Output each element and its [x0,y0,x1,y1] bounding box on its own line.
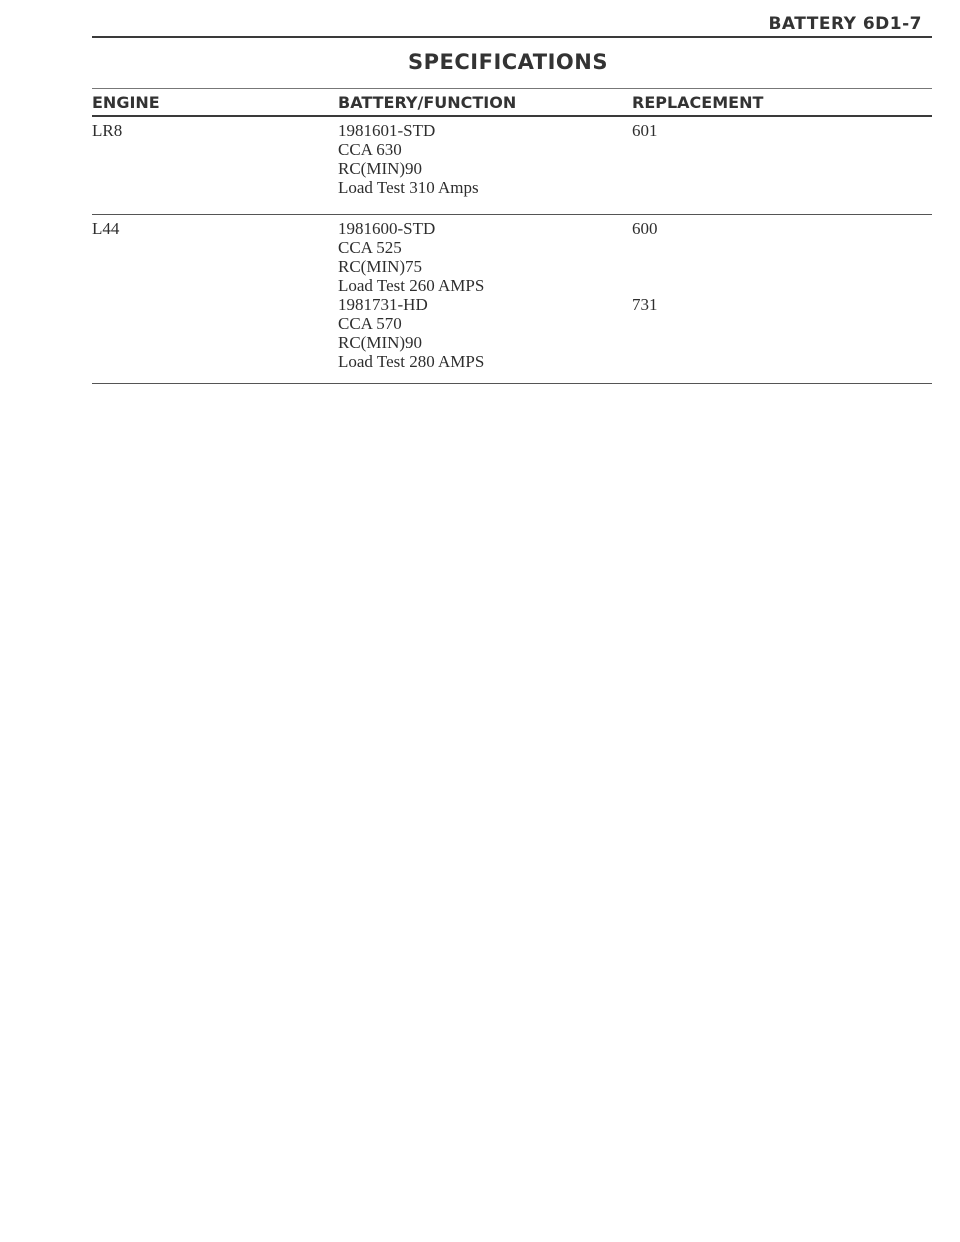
top-rule [92,36,932,38]
battery-line: RC(MIN)90 [338,333,423,352]
header-replacement: REPLACEMENT [632,93,764,112]
replacement-line: 601 [632,121,658,140]
page-title: SPECIFICATIONS [408,50,608,74]
battery-line: 1981601-STD [338,121,436,140]
battery-line: Load Test 260 AMPS [338,276,485,295]
engine-cell: L44 [92,219,120,238]
header-engine: ENGINE [92,93,160,112]
battery-function-cell [338,121,479,197]
battery-line: RC(MIN)75 [338,257,423,276]
replacement-line [632,257,658,276]
battery-line: CCA 570 [338,314,402,333]
replacement-line: 731 [632,295,658,314]
replacement-line [632,276,658,295]
header-rule [92,115,932,117]
battery-line: CCA 630 [338,140,402,159]
battery-line: RC(MIN)90 [338,159,423,178]
battery-function-cell [338,219,484,371]
replacement-cell [632,121,658,140]
bottom-rule [92,383,932,384]
battery-line: Load Test 280 AMPS [338,352,485,371]
battery-line: 1981600-STD [338,219,436,238]
battery-line: 1981731-HD [338,295,428,314]
header-battery-function: BATTERY/FUNCTION [338,93,517,112]
running-head: BATTERY 6D1-7 [768,14,922,34]
replacement-line: 600 [632,219,658,238]
replacement-cell [632,219,658,314]
row-separator [92,214,932,215]
battery-line: CCA 525 [338,238,402,257]
replacement-line [632,238,658,257]
title-rule [92,88,932,89]
battery-line: Load Test 310 Amps [338,178,479,197]
engine-cell: LR8 [92,121,123,140]
